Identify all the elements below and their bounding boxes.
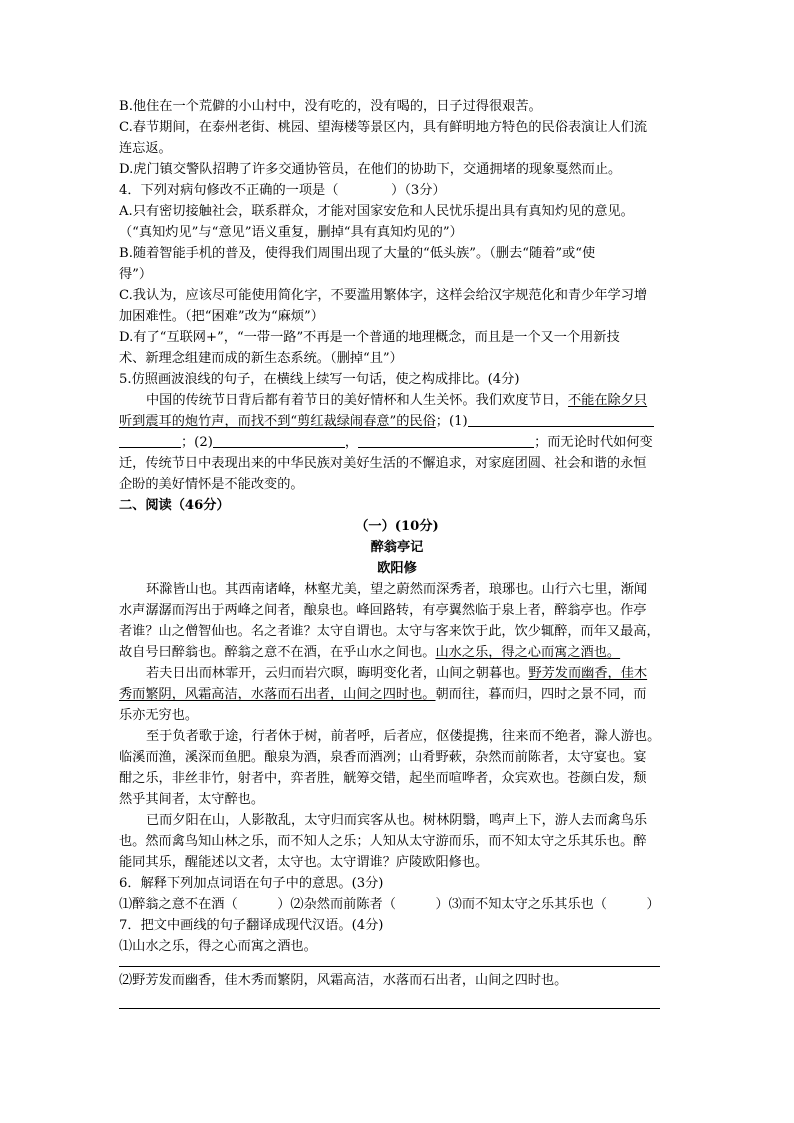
q4-option-c-cont: 加困难性。（把“困难”改为“麻烦”） [119, 309, 324, 324]
paragraph-1-line: 水声潺潺而泻出于两峰之间者，酿泉也。峰回路转，有亭翼然临于泉上者，醉翁亭也。作亭 [119, 603, 647, 618]
paragraph-2-line: 乐亦无穷也。 [119, 708, 199, 723]
question-7-item-2: ⑵野芳发而幽香，佳木秀而繁阴，风霜高洁，水落而石出者，山间之四时也。 [119, 973, 568, 988]
question-5-stem: 5.仿照画波浪线的句子，在横线上续写一句话，使之构成排比。(4分) [119, 372, 520, 387]
q5-text: ；(2) [181, 435, 213, 450]
answer-line-1[interactable] [119, 966, 660, 967]
section-2-heading: 二、阅读（46分） [119, 498, 230, 513]
underlined-sentence-1: 山水之乐，得之心而寓之酒也。 [435, 645, 621, 660]
q5-text: ；(1) [435, 414, 468, 429]
answer-blank-2b[interactable] [358, 433, 534, 448]
paragraph-1-line [119, 642, 679, 663]
q5-passage-line-1 [146, 390, 679, 411]
answer-blank-2a[interactable] [213, 433, 345, 448]
q5-passage-line-3 [119, 432, 679, 453]
q4-option-d-cont: 术、新理念组建而成的新生态系统。（删掉“且”） [119, 351, 403, 366]
option-c-line: C.春节期间，在泰州老街、桃园、望海楼等景区内，具有鲜明地方特色的民俗表演让人们流 [119, 120, 648, 135]
paragraph-2-line [146, 663, 679, 684]
paragraph-4-line: 也。然而禽鸟知山林之乐，而不知人之乐；人知从太守游而乐，而不知太守之乐其乐也。醉 [119, 834, 647, 849]
paragraph-4-line: 能同其乐，醒能述以文者，太守也。太守谓谁？庐陵欧阳修也。 [119, 855, 489, 870]
q5-text: 中国的传统节日背后都有着节日的美好情杯和人生关怀。我们欢度节日， [146, 393, 568, 408]
q5-passage-line-4: 迁，传统节日中表现出来的中华民族对美好生活的不懈追求，对家庭团圆、社会和谐的永恒 [119, 456, 647, 471]
paragraph-3-line: 然乎其间者，太守醉也。 [119, 792, 265, 807]
q5-passage-line-2 [119, 411, 679, 432]
q4-option-d: D.有了“互联网+”，“一带一路”不再是一个普通的地理概念，而且是一个又一个用新技 [119, 330, 620, 345]
part-1-heading: （一）(10分) [355, 519, 439, 534]
q5-text: ；而无论时代如何变 [534, 435, 653, 450]
paragraph-2-line [119, 684, 679, 705]
underlined-sentence-2: 野芳发而幽香，佳木 [528, 666, 648, 681]
q4-option-a-cont: （“真知灼见”与“意见”语义重复，删掉“具有真知灼见的”） [119, 225, 463, 240]
paragraph-4-line: 已而夕阳在山，人影散乱，太守归而宾客从也。树林阴翳，鸣声上下，游人去而禽鸟乐 [146, 813, 648, 828]
question-6-stem: 6．解释下列加点词语在句子中的意思。(3分) [119, 876, 384, 891]
q4-option-b: B.随着智能手机的普及，使得我们周围出现了大量的“低头族”。（删去“随着”或“使 [119, 246, 596, 261]
question-4-stem: 4．下列对病句修改不正确的一项是（ ）（3分） [119, 183, 446, 198]
paragraph-1-line: 环滁皆山也。其西南诸峰，林壑尤美，望之蔚然而深秀者，琅琊也。山行六七里，渐闻 [146, 582, 648, 597]
option-c-line-cont: 连忘返。 [119, 141, 172, 156]
q5-text: ， [344, 435, 359, 450]
q4-option-b-cont: 得”） [119, 267, 153, 282]
question-7-stem: 7．把文中画线的句子翻译成现代汉语。(4分) [119, 918, 384, 933]
underlined-sentence-2-cont: 秀而繁阴，风霜高洁，水落而石出者，山间之四时也。 [119, 687, 436, 702]
passage-title: 醉翁亭记 [370, 540, 424, 555]
paragraph-3-line: 酣之乐，非丝非竹，射者中，弈者胜，觥筹交错，起坐而喧哗者，众宾欢也。苍颜白发，颓 [119, 771, 647, 786]
q4-option-c: C.我认为，应该尽可能使用简化字，不要滥用繁体字，这样会给汉字规范化和青少年学习增 [119, 288, 648, 303]
answer-blank-1b[interactable] [119, 433, 181, 448]
passage-text: 若夫日出而林霏开，云归而岩穴暝，晦明变化者，山间之朝暮也。 [146, 666, 529, 681]
passage-text: 朝而往，暮而归，四时之景不同，而 [435, 687, 647, 702]
q5-passage-line-5: 企盼的美好情怀是不能改变的。 [119, 477, 304, 492]
q4-option-a: A.只有密切接触社会，联系群众，才能对国家安危和人民忧乐提出具有真知灼见的意见。 [119, 204, 634, 219]
passage-author: 欧阳修 [377, 561, 417, 576]
passage-text: 故自号曰醉翁也。醉翁之意不在酒，在乎山水之间也。 [119, 645, 436, 660]
answer-blank-1a[interactable] [468, 412, 654, 427]
option-b-line: B.他住在一个荒僻的小山村中，没有吃的，没有喝的，日子过得很艰苦。 [119, 99, 542, 114]
wavy-underlined-sentence: 不能在除夕只 [568, 393, 648, 408]
wavy-underlined-sentence-cont: 听到震耳的炮竹声，而找不到“剪红裁绿闹春意”的民俗 [119, 414, 436, 429]
question-7-item-1: ⑴山水之乐，得之心而寓之酒也。 [119, 939, 317, 954]
question-6-items: ⑴醉翁之意不在酒（ ）⑵杂然而前陈者（ ）⑶而不知太守之乐其乐也（ ） [119, 897, 660, 912]
paragraph-3-line: 临溪而渔，溪深而鱼肥。酿泉为酒，泉香而酒冽；山肴野蔌，杂然而前陈者，太守宴也。宴 [119, 750, 647, 765]
option-d-line: D.虎门镇交警队招聘了许多交通协管员，在他们的协助下，交通拥堵的现象戛然而止。 [119, 162, 622, 177]
paragraph-1-line: 者谁？山之僧智仙也。名之者谁？太守自谓也。太守与客来饮于此，饮少辄醉，而年又最高， [119, 624, 660, 639]
answer-line-2[interactable] [119, 1008, 660, 1009]
paragraph-3-line: 至于负者歌于途，行者休于树，前者呼，后者应，伛偻提携，往来而不绝者，滁人游也。 [146, 729, 661, 744]
